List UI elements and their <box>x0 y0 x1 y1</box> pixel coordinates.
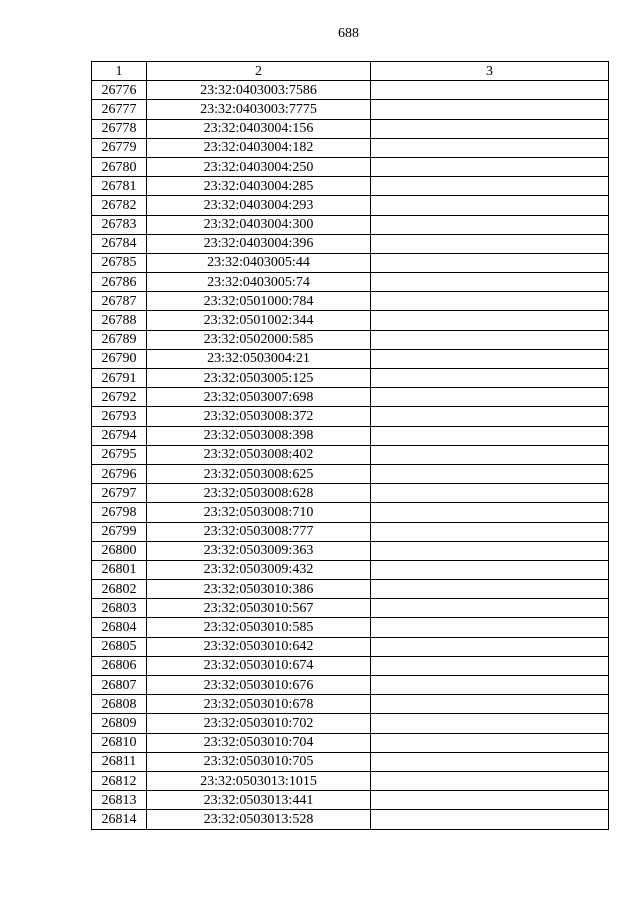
note-cell <box>371 676 609 695</box>
row-number-cell: 26783 <box>92 215 147 234</box>
column-header-2: 2 <box>147 62 371 81</box>
cadastral-number-cell: 23:32:0503008:628 <box>147 484 371 503</box>
table-row <box>92 388 609 407</box>
note-cell <box>371 369 609 388</box>
cadastral-number-cell: 23:32:0503010:386 <box>147 580 371 599</box>
column-header-1: 1 <box>92 62 147 81</box>
cadastral-number-cell: 23:32:0403004:300 <box>147 215 371 234</box>
row-number-cell: 26778 <box>92 119 147 138</box>
cadastral-number-cell: 23:32:0403005:44 <box>147 253 371 272</box>
note-cell <box>371 349 609 368</box>
note-cell <box>371 541 609 560</box>
note-cell <box>371 81 609 100</box>
row-number-cell: 26777 <box>92 100 147 119</box>
cadastral-number-cell: 23:32:0503010:674 <box>147 656 371 675</box>
table-row <box>92 273 609 292</box>
table-row <box>92 464 609 483</box>
cadastral-number-cell: 23:32:0503009:432 <box>147 560 371 579</box>
row-number-cell: 26776 <box>92 81 147 100</box>
cadastral-number-cell: 23:32:0403005:74 <box>147 273 371 292</box>
row-number-cell: 26805 <box>92 637 147 656</box>
cadastral-number-cell: 23:32:0503007:698 <box>147 388 371 407</box>
table-row <box>92 119 609 138</box>
row-number-cell: 26780 <box>92 157 147 176</box>
cadastral-number-cell: 23:32:0403004:250 <box>147 157 371 176</box>
note-cell <box>371 714 609 733</box>
row-number-cell: 26797 <box>92 484 147 503</box>
note-cell <box>371 810 609 829</box>
row-number-cell: 26806 <box>92 656 147 675</box>
cadastral-number-cell: 23:32:0503013:441 <box>147 791 371 810</box>
table-row <box>92 426 609 445</box>
cadastral-number-cell: 23:32:0503004:21 <box>147 349 371 368</box>
note-cell <box>371 426 609 445</box>
row-number-cell: 26790 <box>92 349 147 368</box>
table-row <box>92 676 609 695</box>
cadastral-number-cell: 23:32:0403004:396 <box>147 234 371 253</box>
table-row <box>92 714 609 733</box>
table-row <box>92 503 609 522</box>
row-number-cell: 26795 <box>92 445 147 464</box>
row-number-cell: 26785 <box>92 253 147 272</box>
note-cell <box>371 522 609 541</box>
table-row <box>92 484 609 503</box>
cadastral-number-cell: 23:32:0403004:182 <box>147 138 371 157</box>
note-cell <box>371 177 609 196</box>
note-cell <box>371 695 609 714</box>
row-number-cell: 26799 <box>92 522 147 541</box>
table-row <box>92 695 609 714</box>
note-cell <box>371 656 609 675</box>
row-number-cell: 26813 <box>92 791 147 810</box>
note-cell <box>371 407 609 426</box>
row-number-cell: 26808 <box>92 695 147 714</box>
table-row <box>92 100 609 119</box>
row-number-cell: 26794 <box>92 426 147 445</box>
cadastral-number-cell: 23:32:0501002:344 <box>147 311 371 330</box>
cadastral-number-cell: 23:32:0503008:402 <box>147 445 371 464</box>
table-row <box>92 157 609 176</box>
row-number-cell: 26784 <box>92 234 147 253</box>
row-number-cell: 26810 <box>92 733 147 752</box>
table-row <box>92 637 609 656</box>
row-number-cell: 26786 <box>92 273 147 292</box>
cadastral-number-cell: 23:32:0503010:704 <box>147 733 371 752</box>
table-row <box>92 560 609 579</box>
table-row <box>92 81 609 100</box>
table-row <box>92 733 609 752</box>
table-row <box>92 407 609 426</box>
cadastral-number-cell: 23:32:0503010:642 <box>147 637 371 656</box>
table-body <box>92 81 609 829</box>
registry-table <box>91 61 609 830</box>
row-number-cell: 26796 <box>92 464 147 483</box>
table-row <box>92 522 609 541</box>
note-cell <box>371 273 609 292</box>
table-row <box>92 177 609 196</box>
table-row <box>92 196 609 215</box>
table-row <box>92 330 609 349</box>
row-number-cell: 26809 <box>92 714 147 733</box>
cadastral-number-cell: 23:32:0403004:156 <box>147 119 371 138</box>
cadastral-number-cell: 23:32:0503010:676 <box>147 676 371 695</box>
cadastral-number-cell: 23:32:0403004:285 <box>147 177 371 196</box>
row-number-cell: 26803 <box>92 599 147 618</box>
note-cell <box>371 580 609 599</box>
cadastral-number-cell: 23:32:0503010:678 <box>147 695 371 714</box>
table-row <box>92 234 609 253</box>
note-cell <box>371 445 609 464</box>
cadastral-number-cell: 23:32:0503005:125 <box>147 369 371 388</box>
cadastral-number-cell: 23:32:0503008:777 <box>147 522 371 541</box>
note-cell <box>371 771 609 790</box>
cadastral-number-cell: 23:32:0503009:363 <box>147 541 371 560</box>
note-cell <box>371 752 609 771</box>
cadastral-number-cell: 23:32:0403003:7586 <box>147 81 371 100</box>
table-row <box>92 599 609 618</box>
table-row <box>92 292 609 311</box>
row-number-cell: 26804 <box>92 618 147 637</box>
row-number-cell: 26807 <box>92 676 147 695</box>
row-number-cell: 26792 <box>92 388 147 407</box>
table-row <box>92 541 609 560</box>
cadastral-number-cell: 23:32:0501000:784 <box>147 292 371 311</box>
row-number-cell: 26787 <box>92 292 147 311</box>
table-row <box>92 445 609 464</box>
row-number-cell: 26781 <box>92 177 147 196</box>
note-cell <box>371 484 609 503</box>
note-cell <box>371 100 609 119</box>
row-number-cell: 26814 <box>92 810 147 829</box>
row-number-cell: 26779 <box>92 138 147 157</box>
table-row <box>92 580 609 599</box>
cadastral-number-cell: 23:32:0503013:528 <box>147 810 371 829</box>
table-row <box>92 791 609 810</box>
cadastral-number-cell: 23:32:0403004:293 <box>147 196 371 215</box>
note-cell <box>371 560 609 579</box>
cadastral-number-cell: 23:32:0503008:710 <box>147 503 371 522</box>
cadastral-number-cell: 23:32:0503010:705 <box>147 752 371 771</box>
note-cell <box>371 311 609 330</box>
row-number-cell: 26791 <box>92 369 147 388</box>
note-cell <box>371 464 609 483</box>
table-row <box>92 369 609 388</box>
row-number-cell: 26802 <box>92 580 147 599</box>
row-number-cell: 26800 <box>92 541 147 560</box>
cadastral-number-cell: 23:32:0403003:7775 <box>147 100 371 119</box>
cadastral-number-cell: 23:32:0503008:398 <box>147 426 371 445</box>
note-cell <box>371 196 609 215</box>
table-row <box>92 618 609 637</box>
cadastral-number-cell: 23:32:0503010:585 <box>147 618 371 637</box>
note-cell <box>371 637 609 656</box>
note-cell <box>371 599 609 618</box>
note-cell <box>371 503 609 522</box>
table-row <box>92 810 609 829</box>
note-cell <box>371 138 609 157</box>
cadastral-number-cell: 23:32:0503013:1015 <box>147 771 371 790</box>
note-cell <box>371 119 609 138</box>
row-number-cell: 26793 <box>92 407 147 426</box>
note-cell <box>371 215 609 234</box>
table-row <box>92 752 609 771</box>
row-number-cell: 26788 <box>92 311 147 330</box>
note-cell <box>371 157 609 176</box>
cadastral-number-cell: 23:32:0503008:372 <box>147 407 371 426</box>
note-cell <box>371 292 609 311</box>
table-row <box>92 311 609 330</box>
note-cell <box>371 388 609 407</box>
note-cell <box>371 253 609 272</box>
row-number-cell: 26811 <box>92 752 147 771</box>
page-number: 688 <box>338 26 359 41</box>
table-row <box>92 349 609 368</box>
column-header-3: 3 <box>371 62 609 81</box>
cadastral-number-cell: 23:32:0503010:567 <box>147 599 371 618</box>
note-cell <box>371 618 609 637</box>
cadastral-number-cell: 23:32:0502000:585 <box>147 330 371 349</box>
table-row <box>92 656 609 675</box>
row-number-cell: 26798 <box>92 503 147 522</box>
row-number-cell: 26782 <box>92 196 147 215</box>
cadastral-number-cell: 23:32:0503010:702 <box>147 714 371 733</box>
table-header-row <box>92 62 609 81</box>
table-row <box>92 253 609 272</box>
note-cell <box>371 791 609 810</box>
row-number-cell: 26812 <box>92 771 147 790</box>
table-row <box>92 215 609 234</box>
note-cell <box>371 234 609 253</box>
cadastral-number-cell: 23:32:0503008:625 <box>147 464 371 483</box>
table-row <box>92 138 609 157</box>
table-row <box>92 771 609 790</box>
note-cell <box>371 733 609 752</box>
note-cell <box>371 330 609 349</box>
row-number-cell: 26789 <box>92 330 147 349</box>
row-number-cell: 26801 <box>92 560 147 579</box>
